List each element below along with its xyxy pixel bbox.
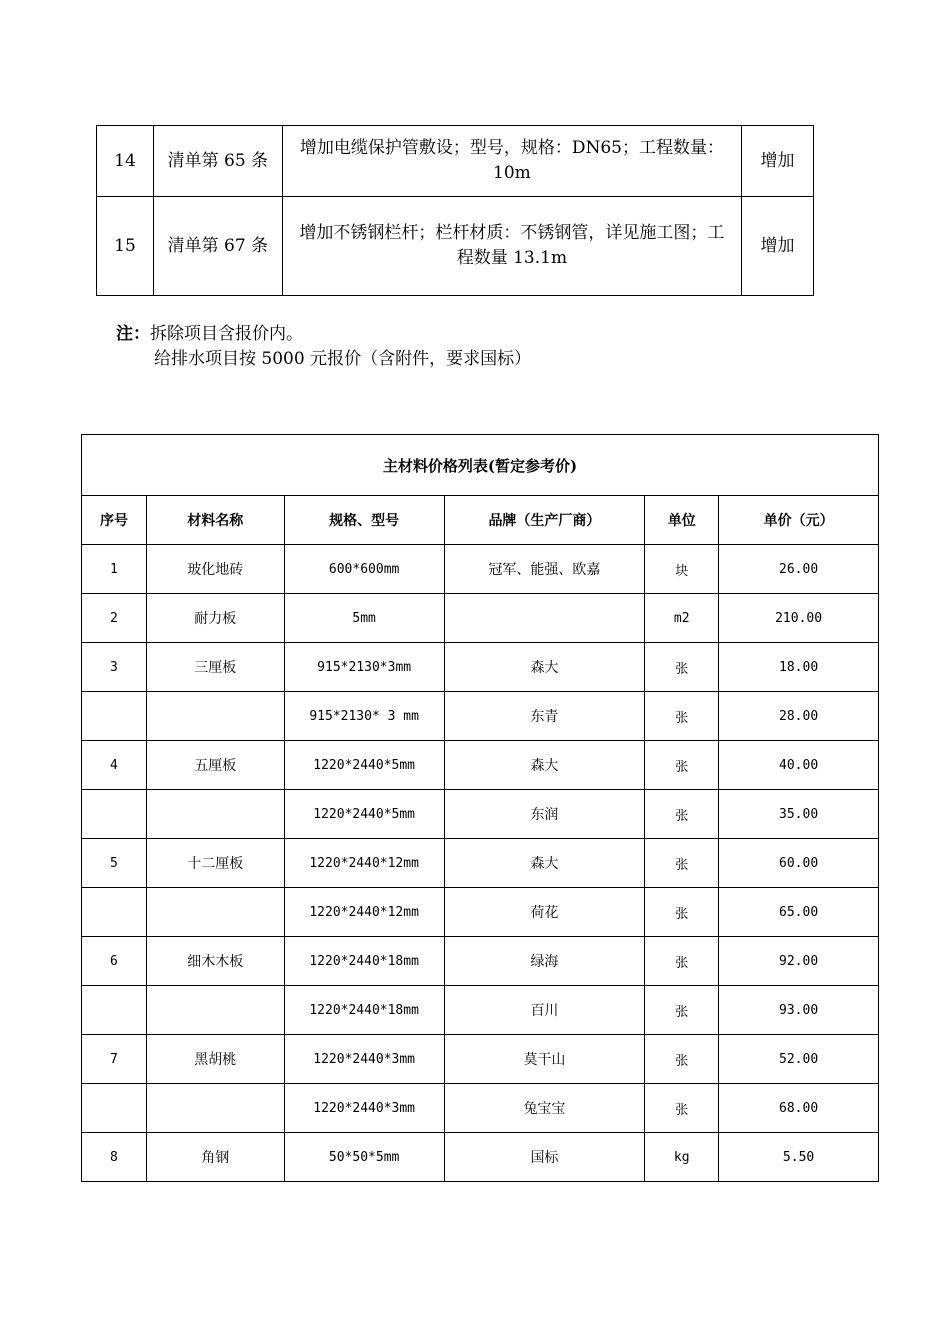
cell-spec: 1220*2440*18mm	[284, 937, 444, 986]
cell-brand: 森大	[444, 741, 645, 790]
table-title: 主材料价格列表(暂定参考价)	[82, 435, 879, 496]
change-type: 增加	[742, 126, 814, 197]
cell-unit: 张	[645, 839, 719, 888]
cell-unit: 张	[645, 790, 719, 839]
table-row	[82, 643, 879, 692]
cell-no	[82, 888, 147, 937]
cell-no: 1	[82, 545, 147, 594]
cell-spec: 1220*2440*12mm	[284, 839, 444, 888]
cell-material-name: 五厘板	[146, 741, 284, 790]
cell-unit-price: 28.00	[719, 692, 879, 741]
header-material-name: 材料名称	[146, 496, 284, 545]
table-row	[82, 986, 879, 1035]
cell-no: 6	[82, 937, 147, 986]
change-item: 清单第 65 条	[153, 126, 282, 197]
cell-no: 5	[82, 839, 147, 888]
table-row	[97, 126, 814, 197]
cell-unit-price: 210.00	[719, 594, 879, 643]
cell-spec: 1220*2440*5mm	[284, 741, 444, 790]
header-unit-price: 单价（元）	[719, 496, 879, 545]
cell-material-name: 细木木板	[146, 937, 284, 986]
cell-unit: 块	[645, 545, 719, 594]
table-row	[82, 1035, 879, 1084]
cell-material-name: 三厘板	[146, 643, 284, 692]
change-item: 清单第 67 条	[153, 197, 282, 296]
change-items-table	[96, 125, 814, 296]
cell-unit: m2	[645, 594, 719, 643]
cell-brand: 莫干山	[444, 1035, 645, 1084]
cell-no	[82, 790, 147, 839]
cell-unit-price: 92.00	[719, 937, 879, 986]
change-no: 14	[97, 126, 154, 197]
table-title-row	[82, 435, 879, 496]
cell-no	[82, 1084, 147, 1133]
cell-unit: 张	[645, 986, 719, 1035]
cell-unit: 张	[645, 1084, 719, 1133]
cell-unit-price: 93.00	[719, 986, 879, 1035]
cell-spec: 50*50*5mm	[284, 1133, 444, 1182]
change-description: 增加不锈钢栏杆；栏杆材质：不锈钢管，详见施工图；工程数量 13.1m	[282, 197, 741, 296]
cell-spec: 915*2130*3mm	[284, 643, 444, 692]
cell-brand	[444, 594, 645, 643]
header-unit: 单位	[645, 496, 719, 545]
table-row	[82, 839, 879, 888]
cell-material-name	[146, 888, 284, 937]
cell-material-name	[146, 692, 284, 741]
cell-unit-price: 40.00	[719, 741, 879, 790]
cell-material-name: 耐力板	[146, 594, 284, 643]
cell-brand: 东青	[444, 692, 645, 741]
cell-spec: 1220*2440*12mm	[284, 888, 444, 937]
cell-unit-price: 52.00	[719, 1035, 879, 1084]
cell-spec: 5mm	[284, 594, 444, 643]
cell-material-name	[146, 790, 284, 839]
header-brand: 品牌（生产厂商）	[444, 496, 645, 545]
cell-material-name: 玻化地砖	[146, 545, 284, 594]
cell-spec: 1220*2440*3mm	[284, 1035, 444, 1084]
cell-material-name: 黑胡桃	[146, 1035, 284, 1084]
cell-no: 8	[82, 1133, 147, 1182]
cell-brand: 兔宝宝	[444, 1084, 645, 1133]
table-row	[82, 1084, 879, 1133]
cell-no: 2	[82, 594, 147, 643]
header-no: 序号	[82, 496, 147, 545]
change-type: 增加	[742, 197, 814, 296]
cell-brand: 冠军、能强、欧嘉	[444, 545, 645, 594]
table-row	[82, 741, 879, 790]
cell-unit-price: 68.00	[719, 1084, 879, 1133]
cell-spec: 1220*2440*18mm	[284, 986, 444, 1035]
table-row	[82, 692, 879, 741]
materials-price-table	[81, 434, 879, 1182]
header-spec: 规格、型号	[284, 496, 444, 545]
cell-no: 3	[82, 643, 147, 692]
table-row	[82, 594, 879, 643]
cell-material-name	[146, 1084, 284, 1133]
cell-unit: 张	[645, 643, 719, 692]
cell-brand: 森大	[444, 643, 645, 692]
cell-unit-price: 5.50	[719, 1133, 879, 1182]
cell-no: 4	[82, 741, 147, 790]
cell-unit: 张	[645, 1035, 719, 1084]
cell-spec: 915*2130* 3 mm	[284, 692, 444, 741]
cell-no: 7	[82, 1035, 147, 1084]
note-line-2: 给排水项目按 5000 元报价（含附件，要求国标）	[154, 349, 532, 369]
cell-material-name: 十二厘板	[146, 839, 284, 888]
table-header-row	[82, 496, 879, 545]
cell-spec: 600*600mm	[284, 545, 444, 594]
cell-brand: 百川	[444, 986, 645, 1035]
table-row	[97, 197, 814, 296]
table-row	[82, 888, 879, 937]
cell-spec: 1220*2440*5mm	[284, 790, 444, 839]
cell-brand: 荷花	[444, 888, 645, 937]
cell-brand: 东润	[444, 790, 645, 839]
cell-unit-price: 26.00	[719, 545, 879, 594]
cell-no	[82, 692, 147, 741]
cell-material-name	[146, 986, 284, 1035]
change-description: 增加电缆保护管敷设；型号，规格：DN65；工程数量：10m	[282, 126, 741, 197]
cell-brand: 绿海	[444, 937, 645, 986]
note-label: 注：	[116, 324, 150, 344]
cell-unit: 张	[645, 741, 719, 790]
change-no: 15	[97, 197, 154, 296]
cell-unit: 张	[645, 888, 719, 937]
note-line-1: 拆除项目含报价内。	[150, 324, 303, 344]
table-row	[82, 790, 879, 839]
table-row	[82, 937, 879, 986]
cell-unit-price: 65.00	[719, 888, 879, 937]
note	[116, 322, 531, 372]
cell-unit-price: 18.00	[719, 643, 879, 692]
cell-brand: 国标	[444, 1133, 645, 1182]
cell-no	[82, 986, 147, 1035]
cell-unit-price: 35.00	[719, 790, 879, 839]
cell-spec: 1220*2440*3mm	[284, 1084, 444, 1133]
cell-unit-price: 60.00	[719, 839, 879, 888]
table-row	[82, 545, 879, 594]
cell-unit: 张	[645, 692, 719, 741]
cell-brand: 森大	[444, 839, 645, 888]
cell-material-name: 角钢	[146, 1133, 284, 1182]
cell-unit: kg	[645, 1133, 719, 1182]
table-row	[82, 1133, 879, 1182]
cell-unit: 张	[645, 937, 719, 986]
